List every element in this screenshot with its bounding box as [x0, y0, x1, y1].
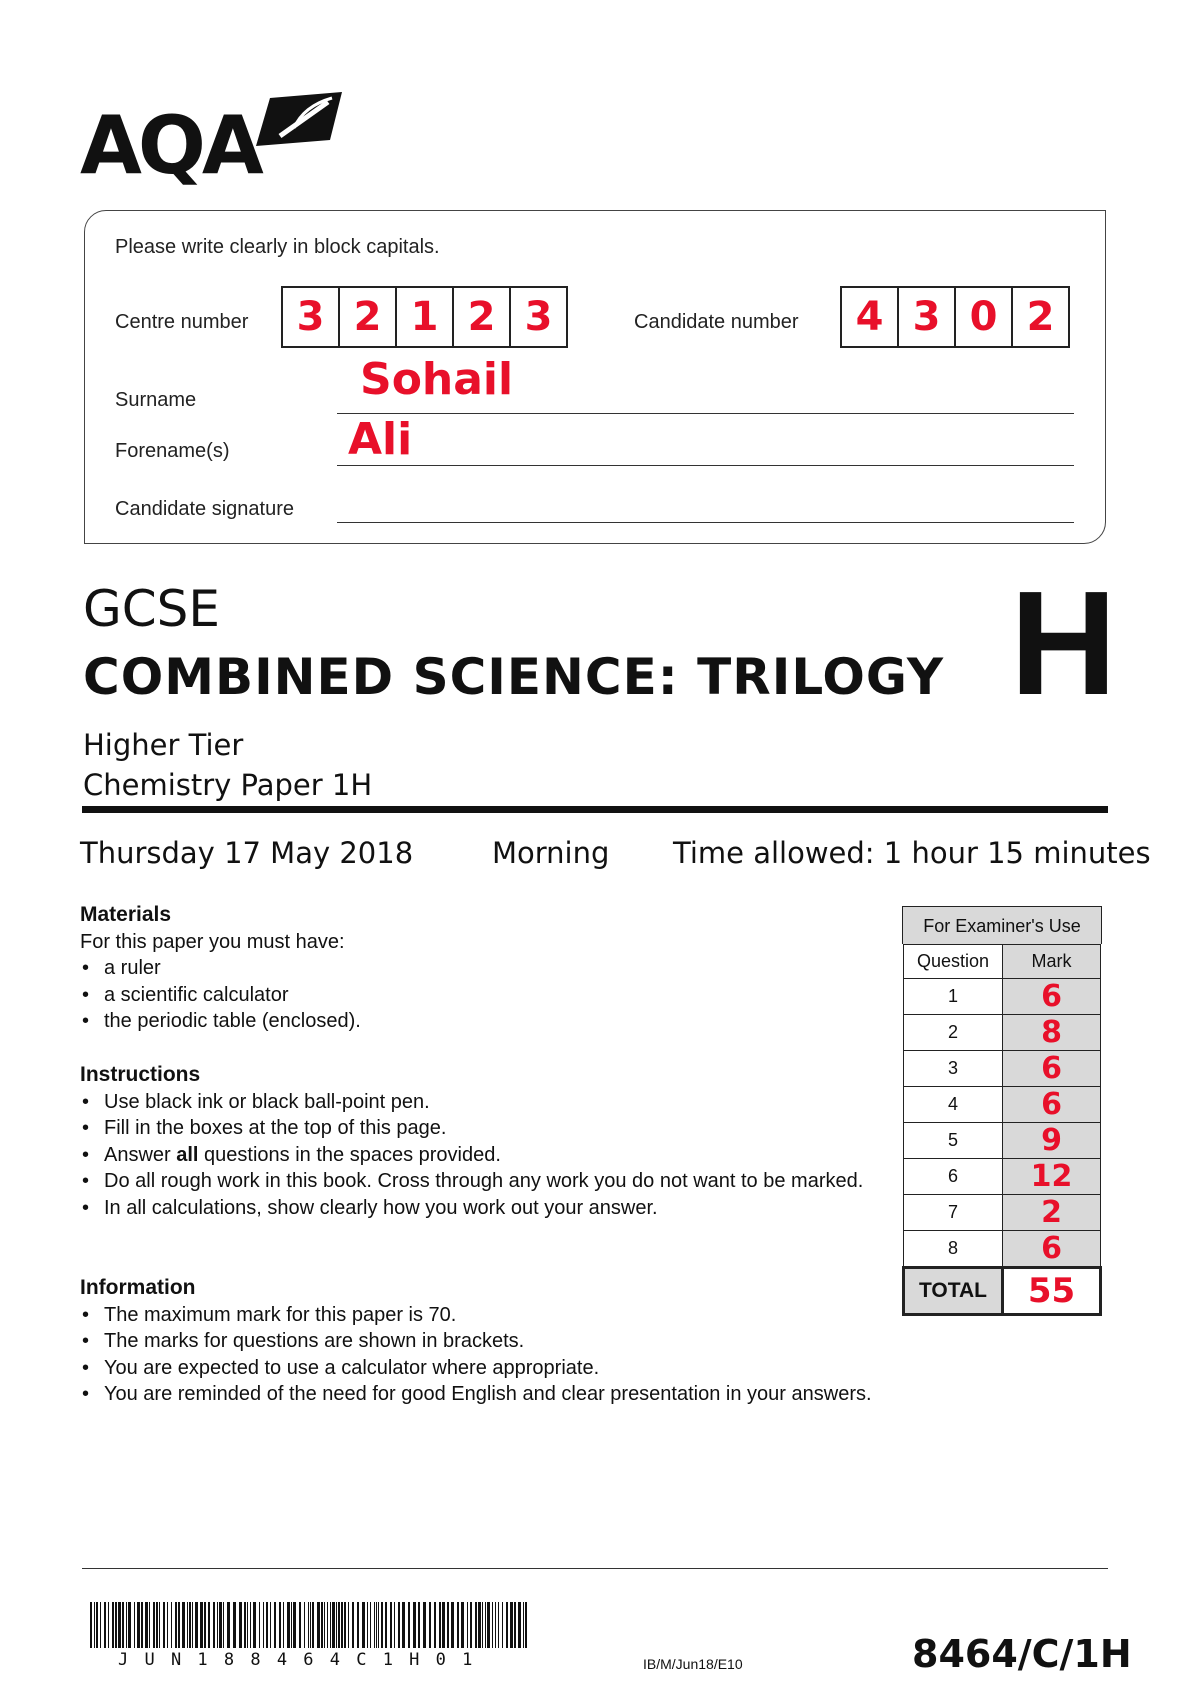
barcode-bar: [442, 1602, 445, 1648]
answer-all-bold: all: [176, 1143, 199, 1166]
barcode-bar: [227, 1602, 230, 1648]
centre-digit[interactable]: 3: [524, 294, 553, 340]
barcode-bar: [94, 1602, 95, 1648]
barcode-bar: [518, 1602, 521, 1648]
barcode-bar: [274, 1602, 276, 1648]
barcode-bar: [182, 1602, 185, 1648]
barcode-bar: [461, 1602, 464, 1648]
barcode-bar: [171, 1602, 172, 1648]
candidate-digit[interactable]: 0: [956, 288, 1013, 346]
col-question-header: Question: [904, 945, 1003, 979]
qualification-title: GCSE: [83, 580, 220, 638]
barcode-bar: [429, 1602, 431, 1648]
centre-digit[interactable]: 1: [397, 288, 454, 346]
barcode-bar: [475, 1602, 477, 1648]
barcode-bar: [330, 1602, 331, 1648]
barcode-bar: [192, 1602, 193, 1648]
barcode-bar: [321, 1602, 323, 1648]
answer-all-post: questions in the spaces provided.: [198, 1143, 501, 1166]
barcode-bar: [156, 1602, 158, 1648]
materials-section: [80, 902, 880, 1035]
barcode-bar: [253, 1602, 256, 1648]
barcode-bar: [523, 1602, 524, 1648]
forename-value[interactable]: Ali: [348, 414, 413, 465]
barcode-bar: [175, 1602, 177, 1648]
barcode-bar: [134, 1602, 135, 1648]
barcode-bar: [447, 1602, 449, 1648]
barcode-bar: [149, 1602, 150, 1648]
information-item: • The maximum mark for this paper is 70.: [80, 1302, 880, 1329]
barcode-bar: [270, 1602, 271, 1648]
title-rule: [82, 806, 1108, 813]
examiner-use-title: For Examiner's Use: [902, 906, 1102, 944]
paper-text: Chemistry Paper 1H: [83, 768, 373, 802]
barcode-bar: [108, 1602, 109, 1648]
materials-item: • the periodic table (enclosed).: [80, 1008, 880, 1035]
information-item: • You are expected to use a calculator where appropriate.: [80, 1355, 880, 1382]
barcode-bar: [299, 1602, 301, 1648]
question-mark[interactable]: 12: [1003, 1158, 1101, 1194]
barcode-bar: [367, 1602, 368, 1648]
barcode-bar: [434, 1602, 436, 1648]
examiner-mark-table: [902, 944, 1102, 1316]
materials-intro: For this paper you must have:: [80, 930, 345, 953]
barcode-bar: [378, 1602, 379, 1648]
question-number: 7: [904, 1194, 1003, 1230]
instruction-item: • Use black ink or black ball-point pen.: [80, 1089, 880, 1116]
barcode-bar: [485, 1602, 486, 1648]
barcode-bar: [291, 1602, 292, 1648]
barcode-bar: [250, 1602, 251, 1648]
barcode-bar: [304, 1602, 305, 1648]
barcode-bar: [502, 1602, 503, 1648]
barcode-bar: [525, 1602, 527, 1648]
aqa-logo: [80, 88, 350, 188]
barcode-bar: [390, 1602, 392, 1648]
barcode-bar: [478, 1602, 481, 1648]
barcode-bar: [338, 1602, 340, 1648]
question-mark[interactable]: 6: [1003, 978, 1101, 1014]
barcode-bar: [451, 1602, 454, 1648]
answer-all-pre: Answer: [104, 1143, 177, 1166]
barcode-bar: [178, 1602, 180, 1648]
barcode-bar: [104, 1602, 106, 1648]
barcode-bar: [398, 1602, 400, 1648]
barcode-bar: [219, 1602, 222, 1648]
instructions-section: [80, 1062, 880, 1221]
barcode-bar: [308, 1602, 309, 1648]
question-number: 2: [904, 1014, 1003, 1050]
barcode-bar: [204, 1602, 206, 1648]
barcode-bar: [514, 1602, 516, 1648]
barcode-bar: [470, 1602, 472, 1648]
barcode-bar: [145, 1602, 148, 1648]
barcode-bar: [244, 1602, 246, 1648]
barcode-bar: [376, 1602, 377, 1648]
barcode-bar: [357, 1602, 359, 1648]
barcode-bar: [137, 1602, 140, 1648]
barcode-bar: [381, 1602, 383, 1648]
barcode-bar: [153, 1602, 155, 1648]
candidate-number-boxes[interactable]: [840, 286, 1070, 348]
exam-date: Thursday 17 May 2018: [80, 836, 414, 870]
barcode-bar: [352, 1602, 354, 1648]
barcode-bar: [324, 1602, 325, 1648]
information-item: • You are reminded of the need for good English and clear presentation in your answers.: [80, 1381, 880, 1408]
barcode-bar: [266, 1602, 268, 1648]
centre-digit[interactable]: 3: [283, 288, 340, 346]
barcode-bar: [187, 1602, 188, 1648]
barcode-bar: [118, 1602, 121, 1648]
barcode-bar: [408, 1602, 410, 1648]
barcode-bar: [189, 1602, 191, 1648]
barcode-bar: [213, 1602, 215, 1648]
barcode-bar: [112, 1602, 114, 1648]
barcode-bar: [167, 1602, 168, 1648]
instruction-item: • Fill in the boxes at the top of this page.: [80, 1115, 880, 1142]
footer-rule: [82, 1568, 1108, 1569]
materials-item: • a scientific calculator: [80, 982, 880, 1009]
barcode-bar: [239, 1602, 242, 1648]
signature-line[interactable]: [337, 522, 1074, 523]
centre-digit[interactable]: 2: [454, 288, 511, 346]
surname-label: Surname: [115, 389, 197, 411]
barcode-bar: [287, 1602, 290, 1648]
question-mark[interactable]: 2: [1003, 1194, 1101, 1230]
barcode-bar: [336, 1602, 337, 1648]
information-section: [80, 1275, 880, 1408]
centre-digit[interactable]: 2: [340, 288, 397, 346]
candidate-number-label: Candidate number: [634, 311, 799, 333]
barcode-bar: [115, 1602, 117, 1648]
question-number: 6: [904, 1158, 1003, 1194]
barcode-bar: [418, 1602, 420, 1648]
barcode-bar: [128, 1602, 131, 1648]
instruction-item: • In all calculations, show clearly how you work out your answer.: [80, 1195, 880, 1222]
barcode-bar: [259, 1602, 260, 1648]
barcode-bar: [312, 1602, 314, 1648]
barcode-bar: [310, 1602, 311, 1648]
question-number: 1: [904, 978, 1003, 1014]
barcode-bar: [467, 1602, 468, 1648]
barcode-bar: [279, 1602, 281, 1648]
barcode-bar: [348, 1602, 349, 1648]
barcode-bar: [283, 1602, 284, 1648]
tier-text: Higher Tier: [83, 728, 244, 762]
question-mark[interactable]: 6: [1003, 1230, 1101, 1267]
barcode-bar: [233, 1602, 236, 1648]
candidate-details-box: [84, 210, 1106, 544]
barcode-bar: [247, 1602, 248, 1648]
question-mark[interactable]: 9: [1003, 1122, 1101, 1158]
barcode-bar: [159, 1602, 160, 1648]
centre-number-label: Centre number: [115, 311, 249, 333]
barcode-bar: [223, 1602, 224, 1648]
barcode-bar: [90, 1602, 92, 1648]
barcode-bar: [402, 1602, 405, 1648]
barcode-bar: [487, 1602, 490, 1648]
barcode-bar: [413, 1602, 416, 1648]
barcode-bar: [362, 1602, 365, 1648]
instructions-heading: Instructions: [80, 1063, 201, 1086]
tier-letter: H: [1010, 561, 1117, 726]
subject-title: COMBINED SCIENCE: TRILOGY: [83, 648, 945, 706]
barcode-bar: [498, 1602, 499, 1648]
candidate-digit[interactable]: 4: [842, 288, 899, 346]
information-item: • The marks for questions are shown in brackets.: [80, 1328, 880, 1355]
barcode-bar: [457, 1602, 459, 1648]
barcode-bar: [492, 1602, 493, 1648]
candidate-digit[interactable]: 3: [899, 288, 956, 346]
barcode-bar: [141, 1602, 143, 1648]
total-label: TOTAL: [904, 1267, 1003, 1314]
signature-label: Candidate signature: [115, 498, 295, 520]
barcode-text: J U N 1 8 8 4 6 4 C 1 H 0 1: [118, 1650, 476, 1670]
barcode-bar: [344, 1602, 346, 1648]
paper-reference: IB/M/Jun18/E10: [643, 1656, 743, 1672]
question-number: 3: [904, 1050, 1003, 1086]
barcode-bar: [163, 1602, 165, 1648]
barcode-bar: [293, 1602, 296, 1648]
barcode-bar: [423, 1602, 426, 1648]
question-number: 4: [904, 1086, 1003, 1122]
barcode-bar: [370, 1602, 371, 1648]
barcode-bar: [126, 1602, 127, 1648]
forename-line: [337, 465, 1074, 466]
total-value[interactable]: 55: [1003, 1267, 1101, 1314]
barcode-bar: [217, 1602, 218, 1648]
svg-text:AQA: AQA: [80, 99, 260, 188]
time-allowed: Time allowed: 1 hour 15 minutes: [673, 836, 1151, 870]
barcode-bar: [394, 1602, 395, 1648]
barcode-bar: [195, 1602, 198, 1648]
question-mark[interactable]: 8: [1003, 1014, 1101, 1050]
question-mark[interactable]: 6: [1003, 1086, 1101, 1122]
forename-label: Forename(s): [115, 440, 230, 462]
question-mark[interactable]: 6: [1003, 1050, 1101, 1086]
barcode-bar: [341, 1602, 343, 1648]
barcode-bar: [506, 1602, 508, 1648]
barcode-bar: [385, 1602, 387, 1648]
barcode-bar: [482, 1602, 483, 1648]
instruction-item-answer-all: [80, 1142, 880, 1169]
barcode-bar: [510, 1602, 513, 1648]
barcode-bar: [327, 1602, 328, 1648]
block-capitals-instruction: Please write clearly in block capitals.: [115, 236, 440, 258]
question-number: 5: [904, 1122, 1003, 1158]
barcode-bar: [122, 1602, 124, 1648]
centre-number-boxes[interactable]: [281, 286, 568, 348]
barcode-bar: [317, 1602, 320, 1648]
materials-heading: Materials: [80, 903, 172, 926]
information-heading: Information: [80, 1276, 196, 1299]
barcode-bar: [96, 1602, 98, 1648]
barcode-bar: [495, 1602, 496, 1648]
candidate-digit[interactable]: 2: [1026, 294, 1055, 340]
barcode-bar: [332, 1602, 335, 1648]
surname-value[interactable]: Sohail: [360, 354, 514, 405]
barcode-bar: [374, 1602, 375, 1648]
instruction-item: • Do all rough work in this book. Cross through any work you do not want to be marked.: [80, 1168, 880, 1195]
barcode-bar: [100, 1602, 101, 1648]
question-number: 8: [904, 1230, 1003, 1267]
barcode-bar: [439, 1602, 441, 1648]
paper-code: 8464/C/1H: [912, 1632, 1132, 1676]
col-mark-header: Mark: [1003, 945, 1101, 979]
materials-item: • a ruler: [80, 955, 880, 982]
barcode-bar: [208, 1602, 210, 1648]
barcode-bar: [200, 1602, 203, 1648]
barcode-bar: [263, 1602, 264, 1648]
surname-line: [337, 413, 1074, 414]
exam-session: Morning: [492, 836, 610, 870]
